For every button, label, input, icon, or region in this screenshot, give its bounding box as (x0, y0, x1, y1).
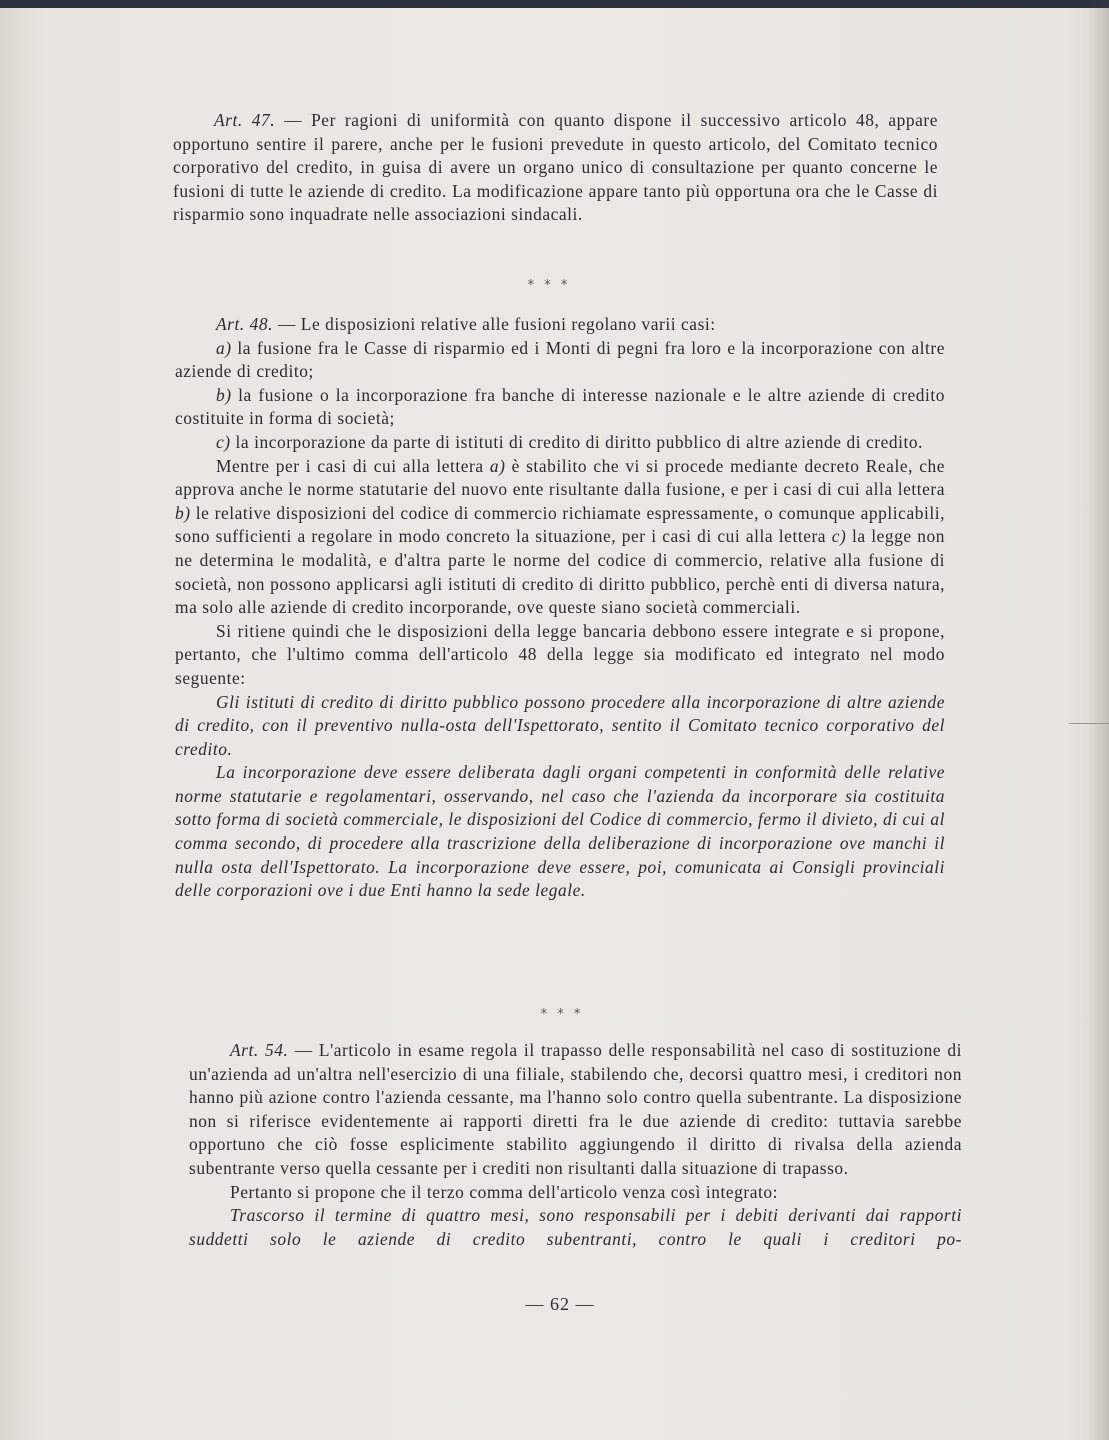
article-48-quote-1: Gli istituti di credito di diritto pubblico possono procedere alla incorporazione di altre aziende di credito, con il preventivo nulla-osta dell'Ispettorato, sentito il Comitato tecnico corporativo del credito. (175, 691, 945, 759)
article-48-paragraph-1 (175, 455, 945, 620)
article-54-paragraph-1 (189, 1039, 962, 1181)
paragraph-1-part-d: la legge non ne determina le modalità, e d'altra parte le norme del codice di commercio, relative alla fusione di società, non possono applicarsi agli istituti di credito di diritto pubblico, perchè enti di diversa natura, ma solo alle aziende di credito incorporande, ove queste siano società commerciali. (175, 526, 945, 618)
page-gutter-shadow (1087, 0, 1109, 1440)
paragraph-1-letter-c: c) (831, 526, 847, 547)
article-48-label: Art. 48. (216, 314, 274, 334)
article-47-text: — Per ragioni di uniformità con quanto dispone il successivo articolo 48, appare opportuno sentire il parere, anche per le fusioni prevedute in questo articolo, del Comitato tecnico corporativo del credito, in guisa di avere un organo unico di consultazione per quanto concerne le fusioni di tutte le aziende di credito. La modificazione appare tanto più opportuna ora che le Casse di risparmio sono inquadrate nelle associazioni sindacali. (173, 110, 938, 225)
case-c-letter: c) (216, 431, 231, 452)
scan-top-edge (0, 0, 1109, 8)
paragraph-1-part-b: è stabilito che vi si procede mediante decreto Reale, che approva anche le norme statutarie del nuovo ente risultante dalla fusione, e per i casi di cui alla lettera (175, 455, 945, 500)
article-54-text: — L'articolo in esame regola il trapasso delle responsabilità nel caso di sostituzione di un'azienda ad un'altra nell'esercizio di una filiale, stabilendo che, decorsi quattro mesi, i creditori non hanno più azione contro l'azienda cessante, ma l'hanno solo contro quella subentrante. La disposizione non si riferisce evidentemente ai rapporti diretti fra le due aziende di credito: tuttavia sarebbe opportuno che ciò fosse esplicimente stabilito aggiungendo il diritto di rivalsa della azienda subentrante verso quella cessante per i crediti non risultanti dalla situazione di trapasso. (189, 1040, 962, 1178)
section-separator: * * * (540, 1007, 584, 1022)
article-47-section (173, 109, 938, 227)
article-48-case-b (175, 384, 945, 431)
paragraph-1-part-a: Mentre per i casi di cui alla lettera (216, 455, 490, 476)
article-48-section (175, 313, 945, 903)
case-a-text: la fusione fra le Casse di risparmio ed i Monti di pegni fra loro e la incorporazione con altre aziende di credito; (175, 337, 945, 382)
article-48-case-c (175, 431, 945, 455)
case-a-letter: a) (216, 337, 232, 358)
case-b-text: la fusione o la incorporazione fra banche di interesse nazionale e le altre aziende di credito costituite in forma di società; (175, 384, 945, 429)
section-separator: * * * (527, 278, 571, 293)
article-48-intro-text: — Le disposizioni relative alle fusioni regolano varii casi: (273, 314, 716, 334)
article-54-quote: Trascorso il termine di quattro mesi, sono responsabili per i debiti derivanti dai rapporti suddetti solo le aziende di credito subentranti, contro le quali i creditori po- (189, 1205, 962, 1249)
article-48-intro (175, 313, 945, 337)
article-48-paragraph-2: Si ritiene quindi che le disposizioni della legge bancaria debbono essere integrate e si propone, pertanto, che l'ultimo comma dell'articolo 48 della legge sia modificato ed integrato nel modo seguente: (175, 620, 945, 688)
article-48-case-a (175, 337, 945, 384)
article-47-label: Art. 47. (214, 110, 276, 130)
article-54-section (189, 1039, 962, 1251)
paragraph-1-letter-a: a) (489, 455, 506, 476)
case-c-text: la incorporazione da parte di istituti di credito di diritto pubblico di altre aziende di credito. (230, 431, 924, 452)
margin-mark (1069, 723, 1109, 724)
article-48-quote-2: La incorporazione deve essere deliberata dagli organi competenti in conformità delle relative norme statutarie e regolamentari, osservando, nel caso che l'azienda da incorporare sia costituita sotto forma di società commerciale, le disposizioni del Codice di commercio, fermo il divieto, di cui al comma secondo, di procedere alla trascrizione della deliberazione di incorporazione ove manchi il nulla osta dell'Ispettorato. La incorporazione deve essere, poi, comunicata ai Consigli provinciali delle corporazioni ove i due Enti hanno la sede legale. (175, 762, 945, 901)
article-54-label: Art. 54. (230, 1040, 289, 1060)
article-47-paragraph (173, 109, 938, 227)
case-b-letter: b) (216, 384, 232, 405)
paragraph-1-part-c: le relative disposizioni del codice di commercio richiamate espressamente, o comunque applicabili, sono sufficienti a regolare in modo concreto la situazione, per i casi di cui alla lettera (175, 502, 945, 547)
page-number: — 62 — (525, 1294, 595, 1314)
article-54-paragraph-2: Pertanto si propone che il terzo comma dell'articolo venza così integrato: (230, 1181, 778, 1202)
paragraph-1-letter-b: b) (175, 502, 191, 523)
